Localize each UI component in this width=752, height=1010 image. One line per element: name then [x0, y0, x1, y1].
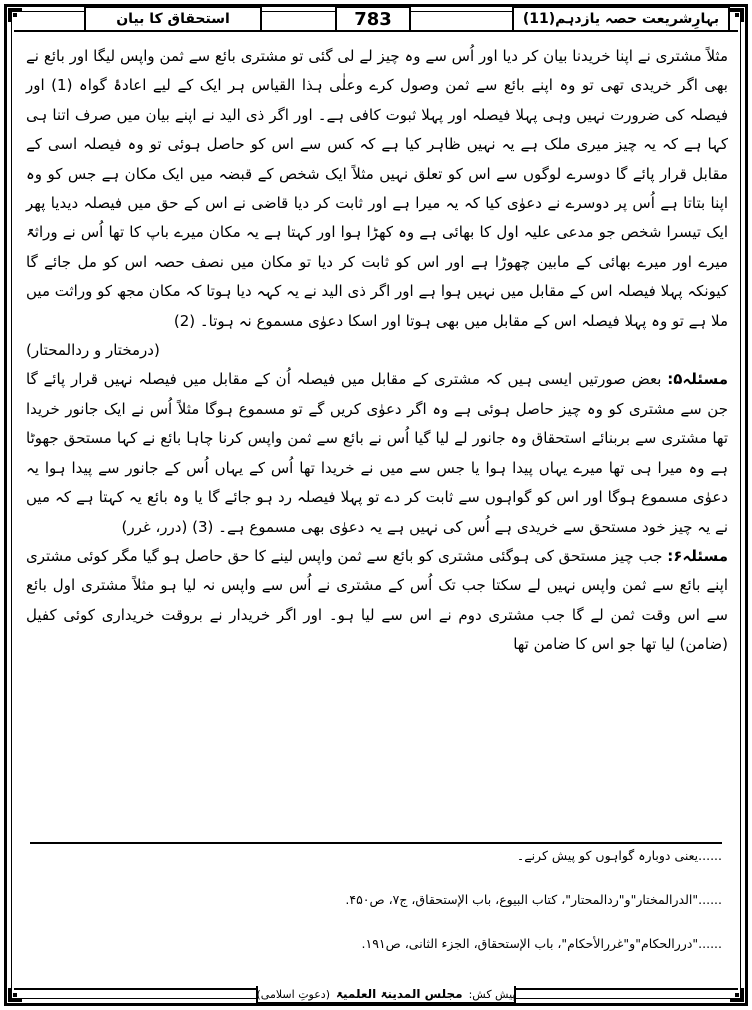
masala-text: جب چیز مستحق کی ہوگئی مشتری کو بائع سے ثمن واپس لینے کا حق حاصل ہو گیا مگر کوئی مشتری اپنے بائع سے ثمن واپس نہیں لے سکتا جب تک اُس کے مشتری نے اُس سے واپس نہ لیا ہو مثلاً مشتری اول بائع سے اس وقت ثمن لے گا جب مشتری دوم نے اس سے لیا ہو۔ اور اگر خریدار نے بروقت خریداری کوئی کفیل (ضامن) لیا تھا جو اس کا ضامن تھا — [26, 546, 728, 654]
footer-organization: مجلس المدینۃ العلمیۃ — [336, 987, 463, 1001]
corner-ornament-icon — [6, 6, 24, 24]
footnote: ......یعنی دوبارہ گواہوں کو پیش کرنے۔ — [516, 848, 722, 863]
footer-presenter: پیش کش: — [468, 987, 516, 1001]
footnote: ......"دررالحکام"و"غررالأحکام"، باب الإستحقاق، الجزء الثانی، ص۱۹۱. — [361, 936, 722, 951]
header-rule — [14, 30, 738, 32]
corner-ornament-icon — [728, 6, 746, 24]
footer-subtitle: (دعوتِ اسلامی) — [256, 987, 330, 1001]
chapter-title: استحقاق کا بیان — [84, 6, 262, 30]
footer — [256, 986, 516, 1004]
masala-text: بعض صورتیں ایسی ہیں کہ مشتری کے مقابل میں فیصلہ اُن کے مقابل میں فیصلہ نہیں قرار پائے گا جن سے مشتری کو وہ چیز حاصل ہوئی ہے وہ اگر دعوٰی کریں گے تو مسموع ہوگا مثلاً اُس نے ایک جانور خریدا تھا مشتری سے بربنائے استحقاق وہ جانور لے لیا گیا اُس نے بائع سے ثمن واپس کرنا چاہا بائع نے کہا مستحق جھوٹا ہے وہ میرا ہی تھا میرے یہاں پیدا ہوا یا جس سے میں نے خریدا تھا اُس کے یہاں اُس کے جانور سے پیدا ہوا یہ دعوٰی مسموع ہوگا اور اس کو گواہوں سے ثابت کر دے تو پہلا فیصلہ رد ہو جائے گا یا وہ بائع یہ کہتا ہے کہ میں نے یہ چیز خود مستحق سے خریدی ہے اُس کی نہیں ہے یہ دعوٰی بھی مسموع ہے۔ (3) — [26, 370, 728, 536]
paragraph — [26, 42, 728, 365]
masala-label: مسئلہ۵: — [667, 370, 728, 389]
page-number: 783 — [335, 6, 411, 30]
masala-6 — [26, 542, 728, 660]
footnote: ......"الدرالمختار"و"ردالمحتار"، کتاب البیوع، باب الإستحقاق، ج۷، ص۴۵۰. — [345, 892, 722, 907]
reference: (درمختار و ردالمحتار) — [26, 341, 160, 360]
masala-5 — [26, 365, 728, 541]
footnote-rule — [30, 842, 722, 844]
book-title: بہارِشریعت حصہ یازدہم(11) — [512, 6, 730, 30]
masala-label: مسئلہ۶: — [667, 546, 728, 565]
paragraph-text: مثلاً مشتری نے اپنا خریدنا بیان کر دیا اور اُس سے وہ چیز لے لی گئی تو مشتری بائع سے ثمن واپس لیگا اور بائع نے بھی اگر خریدی تھی تو وہ اپنے بائع سے ثمن وصول کرے وعلٰی ہذا القیاس ہر ایک کے لیے اعادۂ گواہ (1) اور فیصلہ کی ضرورت نہیں وہی پہلا فیصلہ اور پہلا ثبوت کافی ہے۔ اور اگر ذی الید نے اپنے بیان میں صرف اتنا ہی کہا ہے کہ یہ چیز میری ملک ہے یہ نہیں ظاہر کیا ہے کہ کس سے اس کو حاصل ہوئی تو وہ فیصلہ اسی کے مقابل قرار پائے گا دوسرے لوگوں سے اس کو تعلق نہیں مثلاً ایک شخص کے قبضہ میں ایک مکان ہے جس کو وہ اپنا بتاتا ہے اُس پر دوسرے نے دعوٰی کیا کہ یہ میرا ہے اور ثابت کر دیا قاضی نے اس کے حق میں فیصلہ دیدیا پھر ایک تیسرا شخص جو مدعی علیہ اول کا بھائی ہے وہ کھڑا ہوا اور کہتا ہے یہ مکان میرے باپ کا تھا اُس نے وراثۃً میرے اور میرے بھائی کے مابین چھوڑا ہے اور اس کو ثابت کر دیا تو مکان میں نصف حصہ اس کو مل جائے گا کیونکہ پہلا فیصلہ اس کے مقابل میں نہیں ہوا ہے اور اگر ذی الید نے یہ کہہ دیا ہوتا کہ مکان مجھ کو وراثت میں ملا ہے تو وہ پہلا فیصلہ اس کے مقابل میں بھی ہوتا اور اسکا دعوٰی مسموع نہ ہوتا۔ (2) — [26, 47, 728, 330]
main-text — [26, 42, 728, 660]
reference: (درر، غرر) — [121, 517, 188, 536]
